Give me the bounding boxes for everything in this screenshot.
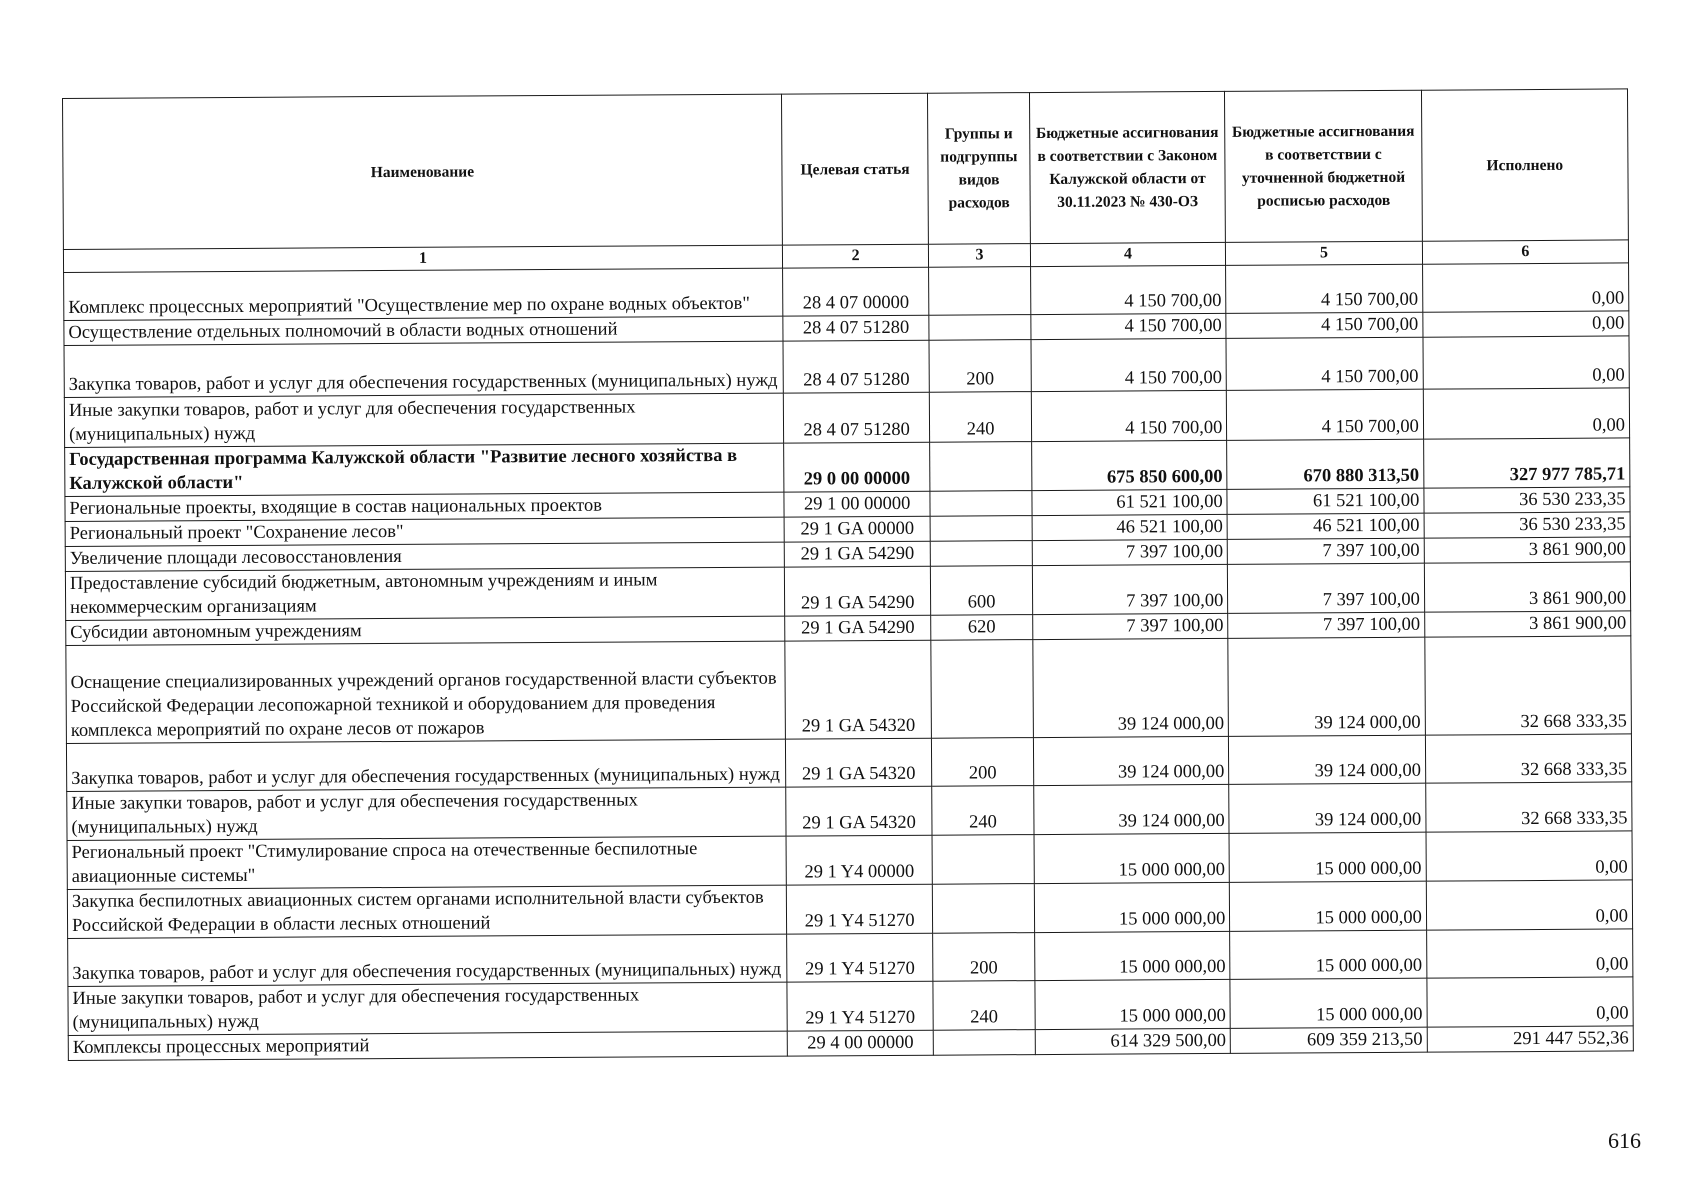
row-target-article: 28 4 07 00000: [782, 267, 929, 316]
row-name: Региональные проекты, входящие в состав национальных проектов: [65, 492, 784, 521]
header-row: [63, 89, 1629, 250]
header-number: 5: [1226, 241, 1423, 265]
row-name: Иные закупки товаров, работ и услуг для обеспечения государственных (муниципальных) нужд: [64, 393, 783, 447]
budget-sheet: [62, 88, 1634, 1061]
row-law-amount: 675 850 600,00: [1031, 440, 1227, 490]
row-expense-group: 240: [930, 392, 1032, 443]
budget-table: [62, 88, 1634, 1061]
row-expense-group: 200: [933, 933, 1035, 982]
row-target-article: 29 0 00 00000: [784, 442, 931, 492]
row-refined-amount: 39 124 000,00: [1228, 637, 1425, 736]
row-law-amount: 39 124 000,00: [1033, 736, 1229, 785]
row-refined-amount: 15 000 000,00: [1230, 978, 1427, 1028]
header-number: 6: [1422, 240, 1628, 264]
row-refined-amount: 7 397 100,00: [1227, 538, 1424, 564]
row-name: Региональный проект "Стимулирование спроса на отечественные беспилотные авиационные системы": [67, 836, 786, 889]
table-row: [64, 263, 1629, 321]
row-law-amount: 7 397 100,00: [1032, 564, 1228, 614]
row-law-amount: 4 150 700,00: [1030, 265, 1226, 314]
row-executed-amount: 36 530 233,35: [1424, 512, 1630, 538]
row-target-article: 28 4 07 51280: [783, 392, 930, 443]
row-target-article: 29 1 GA 54290: [784, 541, 930, 567]
row-executed-amount: 0,00: [1426, 929, 1632, 978]
row-target-article: 29 1 Y4 51270: [786, 884, 933, 934]
row-refined-amount: 4 150 700,00: [1227, 389, 1424, 440]
row-expense-group: [933, 1030, 1035, 1056]
row-refined-amount: 61 521 100,00: [1227, 488, 1424, 514]
table-row-program: [65, 438, 1630, 497]
row-expense-group: [930, 442, 1032, 492]
row-executed-amount: 291 447 552,36: [1427, 1026, 1633, 1052]
row-name: Оснащение специализированных учреждений органов государственной власти субъектов Российской Федерации лесопожарной техникой и оборудованием для проведения комплекса мероприятий по охране лесов от пожаров: [66, 641, 786, 743]
row-executed-amount: 3 861 900,00: [1424, 611, 1630, 637]
header-number: 2: [782, 244, 928, 268]
row-target-article: 29 1 00 00000: [784, 491, 930, 517]
table-row: [68, 929, 1633, 987]
row-expense-group: 240: [932, 786, 1034, 836]
row-expense-group: [931, 541, 1033, 567]
row-law-amount: 46 521 100,00: [1032, 514, 1228, 540]
table-row: [64, 336, 1629, 398]
row-refined-amount: 46 521 100,00: [1227, 513, 1424, 539]
row-target-article: 29 1 Y4 00000: [786, 835, 933, 885]
row-expense-group: [929, 315, 1031, 341]
row-name: Иные закупки товаров, работ и услуг для обеспечения государственных (муниципальных) нужд: [67, 787, 786, 840]
row-name: Закупка товаров, работ и услуг для обеспечения государственных (муниципальных) нужд: [68, 934, 787, 986]
row-refined-amount: 15 000 000,00: [1229, 832, 1426, 882]
row-expense-group: [929, 267, 1031, 316]
row-law-amount: 7 397 100,00: [1032, 539, 1228, 565]
row-name: Комплекс процессных мероприятий "Осуществление мер по охране водных объектов": [64, 268, 783, 320]
row-refined-amount: 4 150 700,00: [1226, 337, 1423, 390]
header-law-allocations: Бюджетные ассигнования в соответствии с Законом Калужской области от 30.11.2023 № 430-ОЗ: [1029, 91, 1225, 243]
row-expense-group: [930, 491, 1032, 517]
row-refined-amount: 7 397 100,00: [1228, 612, 1425, 638]
row-law-amount: 4 150 700,00: [1031, 338, 1227, 391]
table-row: [67, 782, 1632, 841]
row-executed-amount: 0,00: [1422, 263, 1628, 312]
row-executed-amount: 0,00: [1423, 311, 1629, 337]
row-refined-amount: 15 000 000,00: [1230, 881, 1427, 931]
row-name: Закупка товаров, работ и услуг для обеспечения государственных (муниципальных) нужд: [66, 739, 785, 791]
row-refined-amount: 4 150 700,00: [1226, 312, 1423, 338]
table-row: [66, 636, 1632, 744]
table-row: [68, 977, 1633, 1036]
row-target-article: 28 4 07 51280: [783, 315, 929, 341]
table-row: [67, 880, 1632, 939]
row-expense-group: 600: [931, 566, 1033, 616]
row-executed-amount: 32 668 333,35: [1425, 636, 1632, 735]
row-name: Предоставление субсидий бюджетным, автономным учреждениям и иным некоммерческим организациям: [65, 567, 784, 620]
row-executed-amount: 0,00: [1427, 977, 1633, 1027]
row-law-amount: 614 329 500,00: [1035, 1028, 1231, 1054]
row-law-amount: 15 000 000,00: [1034, 931, 1230, 980]
row-executed-amount: 32 668 333,35: [1425, 734, 1631, 783]
page-number: 616: [1608, 1128, 1641, 1153]
row-target-article: 29 1 GA 54290: [784, 566, 931, 616]
table-row: [65, 562, 1630, 621]
row-refined-amount: 609 359 213,50: [1230, 1027, 1427, 1053]
row-name: Субсидии автономным учреждениям: [66, 616, 785, 645]
row-law-amount: 39 124 000,00: [1033, 638, 1229, 737]
row-executed-amount: 0,00: [1426, 880, 1632, 930]
header-name: Наименование: [63, 94, 783, 249]
header-refined-allocations: Бюджетные ассигнования в соответствии с уточненной бюджетной росписью расходов: [1225, 90, 1422, 242]
row-law-amount: 15 000 000,00: [1034, 882, 1230, 932]
table-row: [64, 388, 1629, 448]
row-law-amount: 15 000 000,00: [1034, 833, 1230, 883]
row-expense-group: 240: [933, 981, 1035, 1031]
header-number: 4: [1030, 242, 1226, 266]
header-number: 1: [63, 245, 782, 272]
row-law-amount: 7 397 100,00: [1032, 613, 1228, 639]
row-name: Осуществление отдельных полномочий в области водных отношений: [64, 316, 783, 345]
row-law-amount: 39 124 000,00: [1033, 784, 1229, 834]
row-target-article: 29 1 GA 00000: [784, 516, 930, 542]
row-target-article: 29 1 GA 54320: [786, 786, 933, 836]
row-expense-group: [933, 884, 1035, 934]
row-executed-amount: 0,00: [1423, 336, 1630, 389]
row-executed-amount: 36 530 233,35: [1424, 487, 1630, 513]
row-target-article: 29 1 Y4 51270: [787, 933, 934, 982]
row-refined-amount: 39 124 000,00: [1229, 735, 1426, 784]
row-name: Увеличение площади лесовосстановления: [65, 542, 784, 571]
row-name: Закупка беспилотных авиационных систем органами исполнительной власти субъектов Российской Федерации в области лесных отношений: [67, 885, 786, 938]
row-refined-amount: 670 880 313,50: [1227, 439, 1424, 489]
row-law-amount: 15 000 000,00: [1035, 979, 1231, 1029]
row-name: Комплексы процессных мероприятий: [68, 1031, 787, 1060]
row-law-amount: 4 150 700,00: [1031, 390, 1227, 441]
row-target-article: 29 1 GA 54320: [785, 738, 932, 787]
row-name: Иные закупки товаров, работ и услуг для обеспечения государственных (муниципальных) нужд: [68, 982, 787, 1035]
row-expense-group: [932, 835, 1034, 885]
row-expense-group: [931, 640, 1033, 739]
row-expense-group: [930, 516, 1032, 542]
row-expense-group: 200: [929, 340, 1031, 393]
row-target-article: 29 1 GA 54290: [785, 615, 931, 641]
row-executed-amount: 3 861 900,00: [1424, 562, 1630, 612]
table-row: [66, 734, 1631, 792]
header-executed: Исполнено: [1421, 89, 1628, 241]
row-expense-group: 200: [932, 738, 1034, 787]
row-executed-amount: 0,00: [1423, 388, 1630, 439]
row-target-article: 29 1 Y4 51270: [787, 981, 934, 1031]
row-law-amount: 61 521 100,00: [1032, 489, 1228, 515]
row-name: Региональный проект "Сохранение лесов": [65, 517, 784, 546]
row-refined-amount: 4 150 700,00: [1226, 264, 1423, 313]
header-number: 3: [929, 244, 1031, 268]
row-executed-amount: 3 861 900,00: [1424, 537, 1630, 563]
row-refined-amount: 15 000 000,00: [1230, 930, 1427, 979]
row-target-article: 29 4 00 00000: [787, 1030, 933, 1056]
row-name: Закупка товаров, работ и услуг для обеспечения государственных (муниципальных) нужд: [64, 341, 783, 397]
row-executed-amount: 32 668 333,35: [1426, 782, 1632, 832]
row-target-article: 29 1 GA 54320: [785, 640, 932, 739]
header-target-article: Целевая статья: [781, 93, 928, 245]
row-executed-amount: 327 977 785,71: [1423, 438, 1629, 488]
row-refined-amount: 7 397 100,00: [1228, 563, 1425, 613]
row-executed-amount: 0,00: [1426, 831, 1632, 881]
row-law-amount: 4 150 700,00: [1031, 313, 1227, 339]
row-expense-group: 620: [931, 615, 1033, 641]
table-row: [67, 831, 1632, 890]
row-target-article: 28 4 07 51280: [783, 340, 930, 393]
header-expense-groups: Группы и подгруппы видов расходов: [928, 93, 1030, 245]
row-name: Государственная программа Калужской области "Развитие лесного хозяйства в Калужской области": [65, 443, 784, 496]
row-refined-amount: 39 124 000,00: [1229, 783, 1426, 833]
